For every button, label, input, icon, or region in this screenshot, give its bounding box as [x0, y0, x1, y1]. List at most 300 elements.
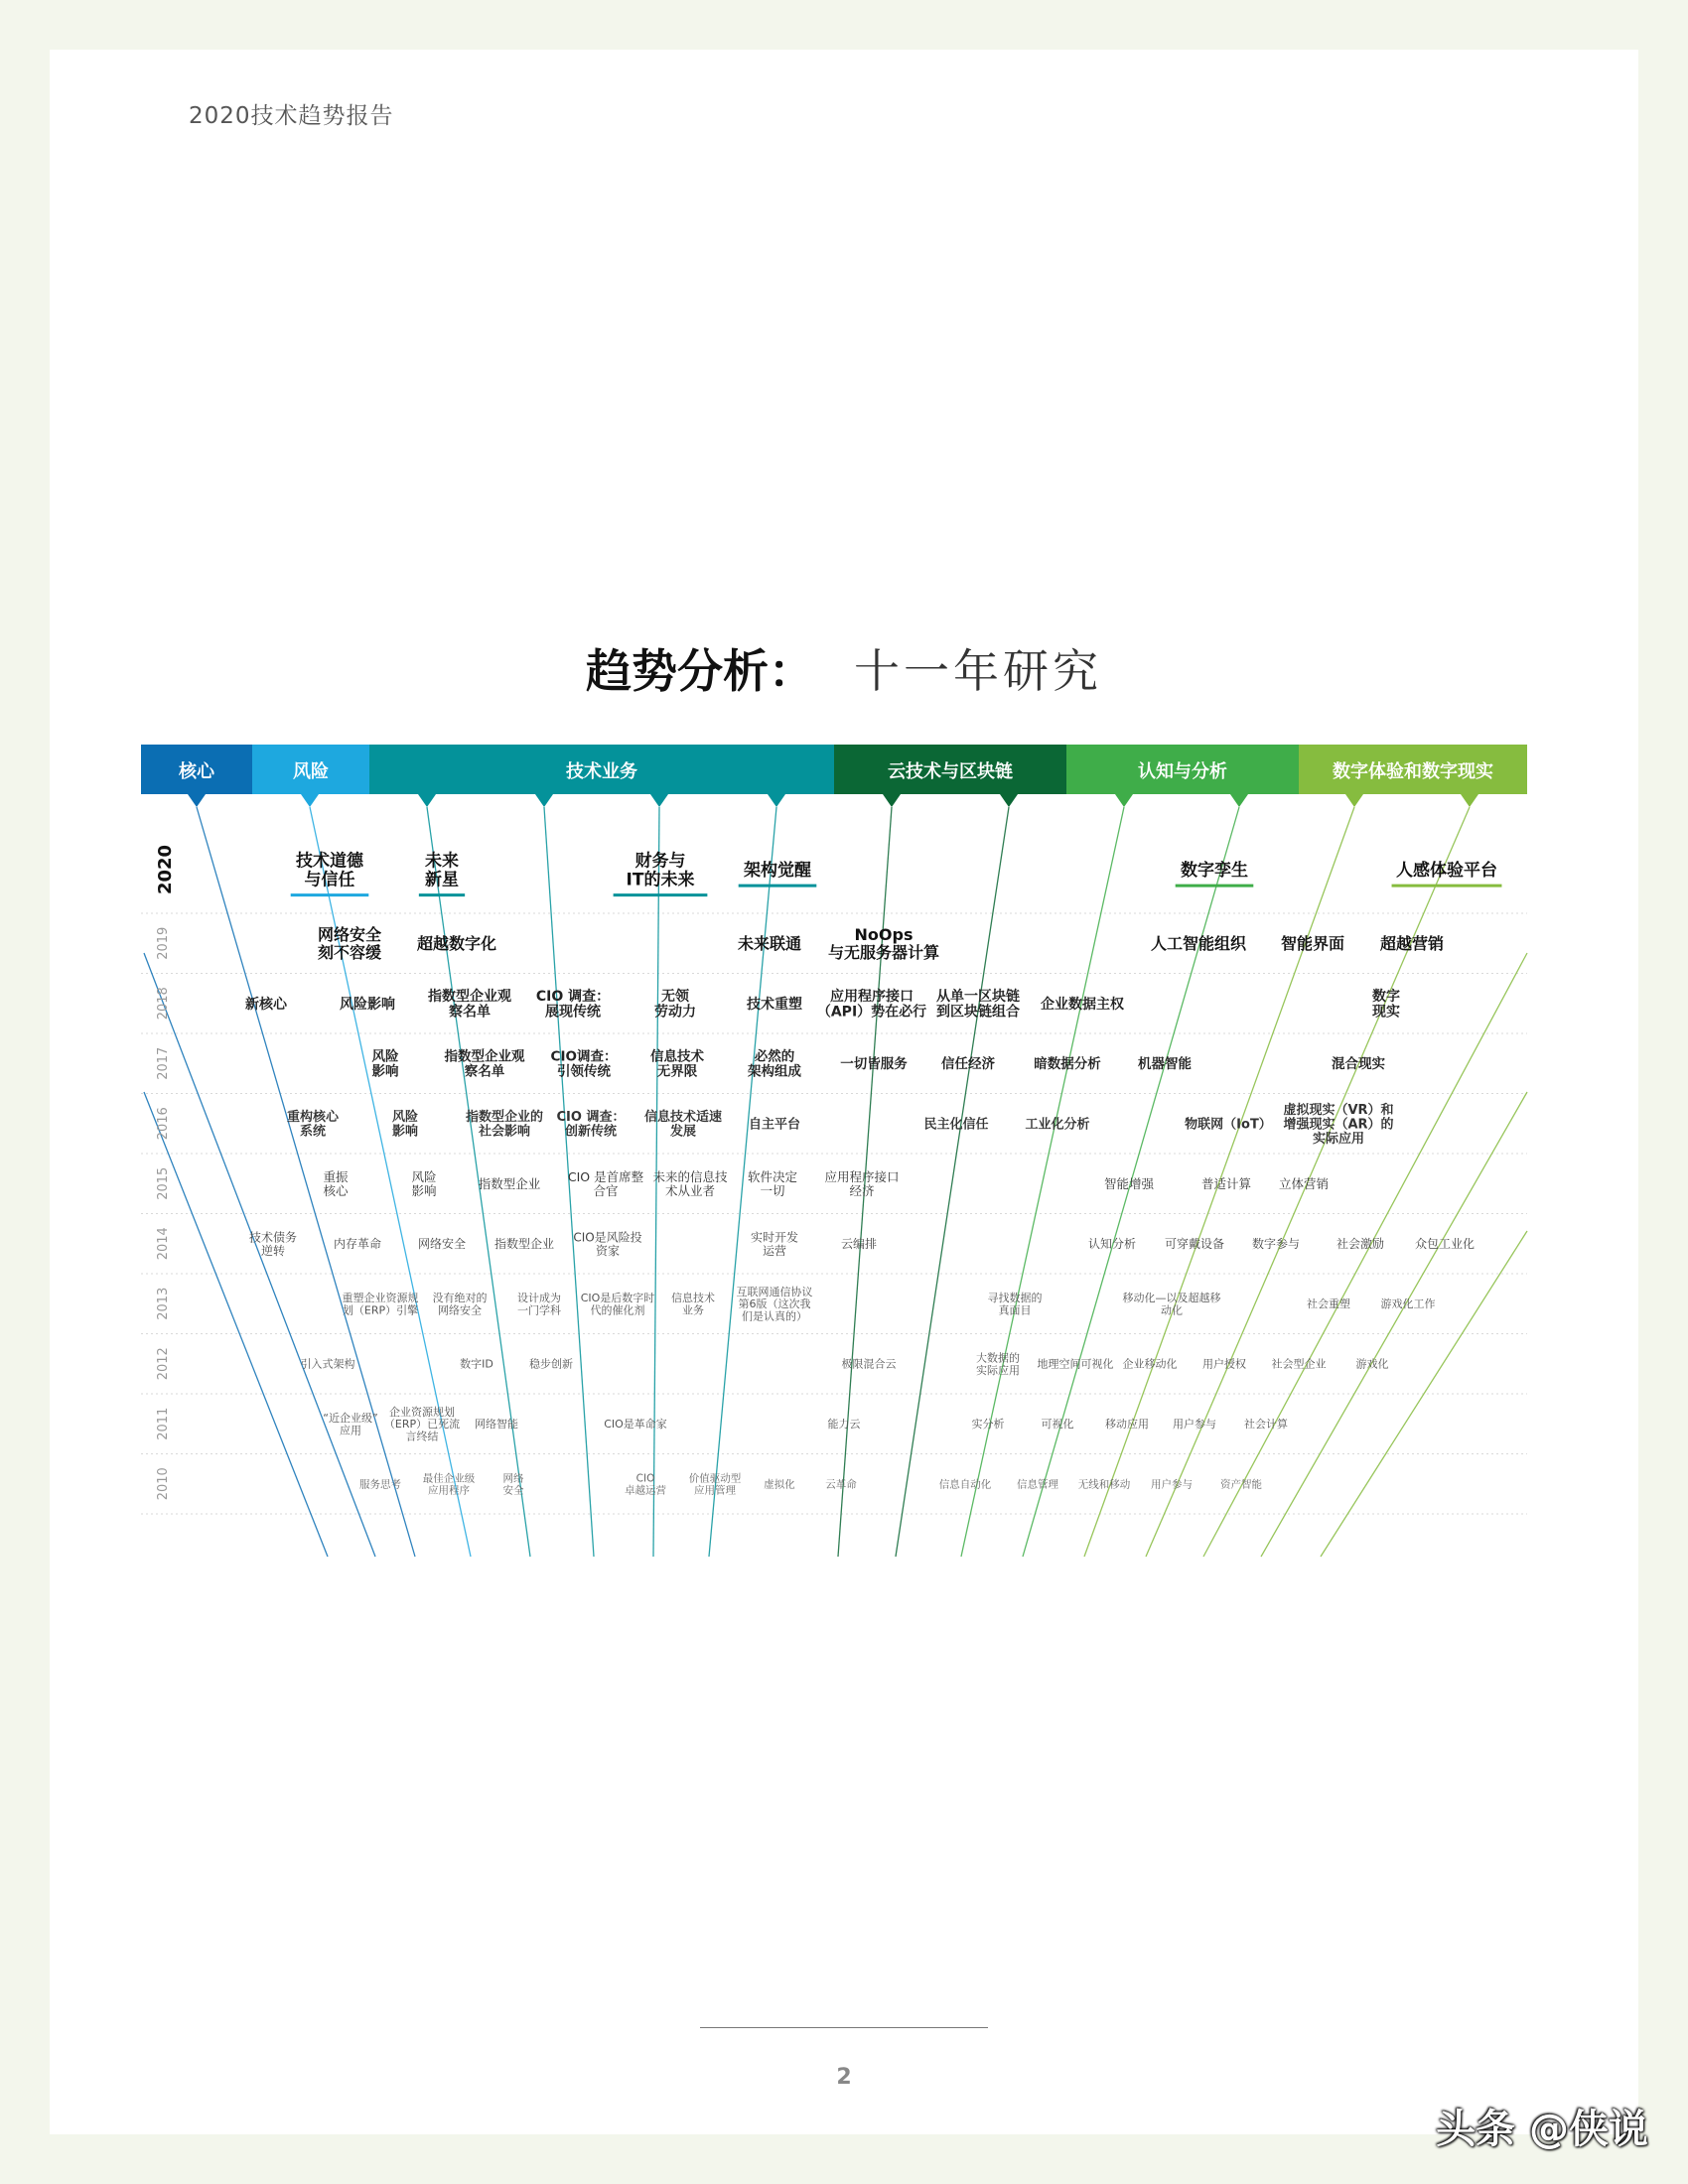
year-label: 2015: [156, 1166, 171, 1200]
trend-label: [1105, 1417, 1149, 1431]
trend-label-line: 应用: [340, 1424, 361, 1437]
trend-label: [372, 1048, 399, 1080]
trend-label-line: 信息管理: [1017, 1478, 1058, 1491]
trend-label: [1151, 934, 1247, 953]
trend-label: [494, 1236, 554, 1251]
trend-label-line: 合官: [593, 1182, 619, 1198]
trend-label: [671, 1291, 715, 1316]
trend-label-line: 信任经济: [941, 1056, 995, 1073]
trend-label-line: 察名单: [464, 1063, 505, 1080]
trend-label-line: 用户授权: [1202, 1357, 1246, 1371]
trend-label: [1356, 1357, 1389, 1371]
footer-divider: [700, 2027, 988, 2028]
trend-label-line: 重塑企业资源规: [342, 1292, 419, 1305]
trend-label-line: 风险: [411, 1168, 437, 1184]
trend-label: [1281, 934, 1344, 953]
trend-label: [739, 860, 817, 886]
trend-label-line: 智能界面: [1280, 934, 1345, 954]
trend-label: [828, 1417, 861, 1431]
trend-label-line: 网络: [502, 1472, 524, 1485]
trend-label-line: 发展: [669, 1124, 697, 1140]
trend-label: [1201, 1176, 1251, 1191]
trend-label-line: 指数型企业观: [444, 1048, 525, 1065]
trend-label: [1336, 1236, 1384, 1251]
category-band-label: 核心: [179, 761, 214, 782]
trend-label: [529, 1357, 573, 1371]
trend-label-line: IT的未来: [626, 870, 695, 890]
trend-label-line: CIO 调查：: [556, 1110, 626, 1126]
year-label: 2011: [156, 1407, 171, 1440]
trend-label: [1252, 1236, 1300, 1251]
trend-label-line: 人工智能组织: [1150, 934, 1247, 954]
trend-label-line: 混合现实: [1332, 1056, 1385, 1073]
trend-label-line: 技术重塑: [747, 996, 802, 1013]
trend-label-line: CIO是后数字时: [580, 1292, 655, 1305]
trend-label-line: 应用程序: [428, 1484, 470, 1497]
trend-label-line: 技术债务: [248, 1230, 298, 1245]
trend-label-line: 信息自动化: [938, 1478, 992, 1491]
trend-label-line: 言终结: [405, 1430, 439, 1443]
trend-label-line: 真面目: [998, 1303, 1032, 1317]
trend-label-line: 社会重塑: [1307, 1297, 1350, 1311]
trend-label-line: CIO 是首席整: [567, 1168, 644, 1184]
trend-label-line: 超越数字化: [416, 934, 497, 954]
trend-label-line: 影响: [411, 1182, 437, 1198]
trend-label-line: 游戏化: [1355, 1357, 1389, 1371]
trend-label-line: NoOps: [854, 925, 914, 945]
trend-label-line: 新星: [425, 870, 459, 890]
trend-label: [923, 1116, 988, 1132]
category-band-label: 技术业务: [566, 761, 637, 782]
category-arrow-marker: [1230, 794, 1248, 807]
trend-label-line: 增强现实（AR）的: [1283, 1117, 1394, 1133]
trend-label-line: 从单一区块链: [936, 988, 1020, 1005]
trend-label-line: 动化: [1161, 1303, 1183, 1317]
trend-label: [1173, 1417, 1216, 1431]
trend-label-line: 信息技术适速: [643, 1110, 723, 1126]
trend-label-line: 寻找数据的: [987, 1292, 1043, 1305]
trend-label-line: 社会影响: [478, 1124, 531, 1140]
trend-label-line: 察名单: [449, 1004, 491, 1021]
trend-label: [1279, 1176, 1329, 1191]
trend-label: [428, 988, 511, 1021]
trend-label: [1038, 1357, 1114, 1371]
trend-label-line: 机器智能: [1138, 1056, 1192, 1073]
year-labels: [155, 845, 176, 1500]
trend-label: [614, 851, 708, 895]
category-arrow-marker: [1461, 794, 1478, 807]
trend-label: [503, 1472, 524, 1497]
trend-label-line: 业务: [682, 1303, 704, 1317]
trend-label-line: 重构核心: [286, 1110, 340, 1126]
trend-connector-line: [197, 807, 415, 1557]
trend-label-line: 实际应用: [976, 1363, 1020, 1377]
trend-label: [581, 1291, 655, 1316]
trend-label-line: 服务思考: [359, 1478, 401, 1491]
trend-label: [419, 851, 465, 895]
trend-label: [1392, 860, 1502, 886]
category-arrow-marker: [1345, 794, 1363, 807]
trend-label-line: 企业数据主权: [1041, 996, 1124, 1013]
trend-label-line: 架构组成: [748, 1063, 801, 1080]
category-band-label: 数字体验和数字现实: [1333, 761, 1493, 782]
trend-label-line: 影响: [391, 1124, 419, 1140]
trend-label-line: 能力云: [827, 1418, 861, 1432]
category-arrow-marker: [188, 794, 206, 807]
trend-label: [392, 1109, 418, 1140]
trend-label-line: 价值驱动型: [688, 1472, 742, 1485]
category-arrow-marker: [301, 794, 319, 807]
year-label: 2013: [156, 1287, 171, 1320]
trend-label-line: 核心: [323, 1182, 349, 1198]
trend-label: [557, 1109, 626, 1140]
year-label: 2019: [156, 926, 171, 960]
trend-label-line: 用户参与: [1151, 1478, 1193, 1491]
trend-label: [417, 934, 496, 953]
trend-label: [1381, 1297, 1436, 1310]
trend-label: [748, 1048, 801, 1080]
trend-label-line: 代的催化剂: [590, 1303, 645, 1317]
trend-label: [1017, 1478, 1058, 1491]
trend-label: [423, 1472, 476, 1497]
trend-label-line: 一切: [760, 1182, 785, 1198]
trend-label: [988, 1291, 1043, 1316]
trend-label: [1138, 1055, 1192, 1072]
trend-label-line: 移动化—以及超越移: [1122, 1292, 1221, 1305]
trend-label-line: 到区块链组合: [936, 1004, 1020, 1021]
trend-label-line: 刻不容缓: [317, 942, 382, 962]
trend-label-line: 一切皆服务: [840, 1056, 908, 1073]
trend-label: [551, 1048, 618, 1080]
category-arrow-marker: [1000, 794, 1018, 807]
year-label: 2018: [156, 987, 171, 1021]
trend-label-line: 实分析: [971, 1418, 1005, 1432]
category-band-label: 认知与分析: [1138, 761, 1227, 782]
main-title-light: 十一年研究: [854, 644, 1102, 698]
trend-label: [738, 934, 801, 953]
trend-label-line: 指数型企业观: [428, 988, 511, 1005]
trend-label: [825, 1478, 857, 1491]
trend-label-line: 安全: [502, 1484, 524, 1497]
trend-label: [1042, 1417, 1074, 1431]
category-arrow-marker: [1115, 794, 1133, 807]
trend-label: [652, 1169, 728, 1198]
trend-label: [568, 1169, 644, 1198]
trend-label-line: 指数型企业: [478, 1175, 541, 1191]
trend-label: [749, 1116, 800, 1132]
trend-label-line: 技术道德: [296, 851, 363, 872]
trend-label: [334, 1236, 381, 1251]
trend-label-line: 虚拟化: [764, 1478, 795, 1491]
trend-label: [1244, 1417, 1288, 1431]
trend-label-line: 实时开发: [750, 1230, 799, 1245]
trend-label-line: 风险: [391, 1110, 419, 1126]
trend-label: [1151, 1478, 1193, 1491]
trend-label: [445, 1048, 525, 1080]
trend-label-line: 第6版（这次我: [738, 1297, 811, 1311]
trend-label-line: 新核心: [245, 996, 287, 1013]
trend-label-line: 可视化: [1041, 1418, 1074, 1432]
trend-label-line: 现实: [1372, 1004, 1400, 1021]
trend-label-line: 指数型企业: [493, 1237, 555, 1252]
trend-label: [384, 1405, 460, 1443]
trend-label: [939, 1478, 992, 1491]
trend-label-line: 展现传统: [545, 1004, 601, 1021]
trend-label: [291, 851, 369, 895]
trend-label-line: 地理空间可视化: [1037, 1357, 1114, 1371]
trend-label-line: 卓越运营: [625, 1484, 666, 1497]
trend-label-line: （ERP）已死流: [383, 1418, 461, 1432]
trend-label: [323, 1411, 377, 1436]
trend-label: [1165, 1236, 1224, 1251]
trend-label-line: 内存革命: [333, 1237, 382, 1252]
trend-label: [318, 925, 381, 962]
trend-label: [1415, 1237, 1475, 1251]
trend-label: [1088, 1236, 1136, 1251]
trend-label-line: 工业化分析: [1025, 1117, 1090, 1133]
trend-label-line: 实际应用: [1312, 1131, 1365, 1147]
trend-label: [650, 1048, 704, 1080]
trend-label: [465, 1109, 543, 1140]
trend-label: [976, 1351, 1020, 1377]
trend-label-line: 应用管理: [694, 1484, 736, 1497]
trend-label-line: 社会计算: [1244, 1418, 1288, 1432]
trend-label: [625, 1473, 666, 1497]
trend-label: [751, 1229, 798, 1257]
trend-label-line: 云编排: [840, 1237, 878, 1252]
trend-label: [517, 1291, 561, 1316]
trend-label: [249, 1229, 297, 1257]
trend-label: [359, 1478, 401, 1491]
trend-label-line: 极限混合云: [841, 1357, 897, 1371]
trend-connector-line: [1261, 1092, 1527, 1557]
trend-label-line: 未来的信息技: [652, 1168, 728, 1184]
trend-label: [644, 1109, 722, 1140]
year-label: 2020: [155, 844, 176, 895]
trend-label-line: 网络安全: [317, 925, 382, 945]
trend-label-line: 数字参与: [1251, 1237, 1301, 1252]
trend-label: [323, 1169, 349, 1198]
trend-label: [573, 1229, 641, 1257]
trend-label-line: 用户参与: [1173, 1418, 1216, 1432]
trend-label-line: 劳动力: [654, 1004, 696, 1021]
trend-label: [536, 988, 610, 1021]
category-band-label: 风险: [293, 761, 329, 782]
trend-label-line: 未来: [425, 851, 459, 872]
trend-label: [1104, 1176, 1155, 1191]
trend-label-line: 系统: [299, 1124, 327, 1140]
trend-label-line: 无界限: [656, 1063, 698, 1080]
trend-label: [1283, 1102, 1393, 1147]
trend-label-line: 立体营销: [1278, 1175, 1330, 1191]
trend-label: [654, 988, 696, 1021]
trend-label: [817, 988, 926, 1021]
trend-label-line: 架构觉醒: [744, 861, 811, 882]
trend-label: [1220, 1478, 1262, 1491]
year-label: 2012: [156, 1347, 171, 1381]
trend-label-line: 必然的: [754, 1048, 795, 1065]
trend-label-line: 软件决定: [747, 1168, 798, 1184]
trend-label: [936, 988, 1020, 1021]
trend-label: [840, 1055, 908, 1072]
year-label: 2010: [156, 1467, 171, 1501]
trend-label: [828, 925, 939, 962]
trend-label-line: 企业移动化: [1122, 1357, 1178, 1371]
trend-label: [689, 1472, 742, 1497]
trend-label: [1185, 1116, 1272, 1132]
trend-label-line: 与无服务器计算: [827, 942, 940, 962]
trend-label: [301, 1357, 355, 1371]
trend-label-line: 民主化信任: [923, 1117, 989, 1133]
trend-label-line: 可穿戴设备: [1164, 1237, 1225, 1252]
trend-label: [1371, 988, 1400, 1021]
trend-label: [1202, 1357, 1246, 1371]
trend-label: [1123, 1291, 1221, 1316]
category-header-bands: [141, 745, 1527, 807]
trend-label: [1123, 1357, 1178, 1371]
trend-label-line: 虚拟现实（VR）和: [1283, 1102, 1394, 1118]
trend-label-line: 信息技术: [671, 1292, 715, 1305]
trend-label: [418, 1236, 466, 1251]
trend-label: [764, 1478, 795, 1491]
trend-label-line: 信息技术: [650, 1048, 704, 1065]
trend-label-line: 风险: [371, 1048, 399, 1065]
trend-label: [1307, 1297, 1350, 1310]
trend-label: [287, 1109, 340, 1140]
trend-label-line: 资产智能: [1220, 1478, 1262, 1491]
trend-label-line: 财务与: [634, 851, 686, 872]
trend-label-line: 风险影响: [340, 996, 395, 1013]
trend-label: [746, 996, 802, 1013]
trend-label-line: CIO是风险投: [573, 1230, 642, 1245]
trend-label-line: 一门学科: [517, 1303, 561, 1317]
trend-label: [343, 1291, 419, 1316]
trend-label-line: CIO: [635, 1472, 655, 1485]
trend-label: [245, 996, 288, 1013]
trend-label-line: 数字孪生: [1181, 861, 1248, 882]
trend-label: [411, 1169, 436, 1198]
trend-label-line: 指数型企业的: [465, 1110, 544, 1126]
year-label: 2016: [156, 1107, 171, 1141]
trend-label-line: 网络智能: [475, 1418, 518, 1432]
trend-label-line: 最佳企业级: [422, 1472, 476, 1485]
trend-label-line: 设计成为: [517, 1292, 561, 1305]
trend-label-line: 人感体验平台: [1396, 861, 1497, 882]
trend-label-line: 自主平台: [748, 1117, 801, 1133]
trend-label-line: 创新传统: [564, 1124, 618, 1140]
trend-label-line: 逆转: [260, 1243, 286, 1258]
trend-label-line: 企业资源规划: [389, 1405, 455, 1419]
trend-label-line: 与信任: [304, 870, 355, 890]
trend-label-line: 移动应用: [1105, 1418, 1149, 1432]
year-label: 2017: [156, 1046, 171, 1080]
trend-connector-line: [896, 807, 1009, 1557]
trend-label-line: 经济: [849, 1182, 875, 1198]
trend-label-line: CIO调查：: [550, 1048, 618, 1065]
trend-label: [1332, 1055, 1385, 1072]
trend-label-line: CIO是革命家: [604, 1418, 667, 1432]
watermark-text: 头条 @侠说: [1436, 2107, 1648, 2152]
category-arrow-marker: [535, 794, 553, 807]
trend-connector-line: [144, 953, 378, 1557]
trend-label: [433, 1291, 488, 1316]
trend-label: [841, 1236, 877, 1251]
year-label: 2014: [156, 1227, 171, 1261]
trend-label-line: 数字ID: [460, 1357, 493, 1371]
trend-label-line: 影响: [371, 1063, 399, 1080]
trend-label-line: 互联网通信协议: [736, 1285, 813, 1298]
category-band-label: 云技术与区块链: [888, 761, 1013, 782]
report-header-title: 2020技术趋势报告: [189, 103, 394, 129]
trend-label: [340, 996, 395, 1013]
trend-connector-line: [1200, 953, 1527, 1557]
trend-label-line: 网络安全: [417, 1237, 467, 1252]
trend-label: [1034, 1055, 1101, 1072]
trend-label-line: 们是认真的）: [742, 1309, 807, 1323]
trend-label: [1078, 1478, 1131, 1491]
trend-label-line: 无线和移动: [1077, 1478, 1131, 1491]
trend-label-line: 暗数据分析: [1034, 1056, 1101, 1073]
trend-label: [1272, 1357, 1327, 1371]
category-arrow-marker: [418, 794, 436, 807]
trend-label-line: 智能增强: [1103, 1175, 1155, 1191]
trend-label: [748, 1169, 798, 1198]
trend-label-line: 物联网（IoT）: [1185, 1117, 1272, 1133]
trend-label: [941, 1055, 995, 1072]
trend-label-line: 无领: [661, 988, 689, 1005]
trend-label-line: 云革命: [825, 1478, 857, 1491]
trend-label-line: 运营: [762, 1243, 787, 1258]
trend-label-line: 数字: [1372, 988, 1400, 1005]
trend-label: [972, 1417, 1005, 1431]
trend-label: [1025, 1116, 1089, 1132]
trend-label-line: 重振: [323, 1168, 349, 1184]
trend-label-line: 术从业者: [664, 1182, 716, 1198]
trend-label-line: 没有绝对的: [432, 1292, 488, 1305]
trend-label: [604, 1417, 667, 1431]
trend-label-line: 引领传统: [557, 1063, 611, 1080]
trend-label: [842, 1357, 897, 1371]
trend-label: [737, 1285, 813, 1323]
trend-label-line: 未来联通: [737, 934, 802, 954]
trend-connector-line: [961, 807, 1124, 1557]
trend-label-line: “近企业级”: [323, 1412, 378, 1426]
trend-label: [460, 1357, 493, 1371]
trend-label: [479, 1176, 541, 1191]
trend-label-line: （API）势在必行: [816, 1004, 927, 1021]
trend-label: [1176, 860, 1254, 886]
trend-label: [824, 1169, 899, 1198]
trend-label-line: 社会型企业: [1271, 1357, 1327, 1371]
main-title-bold: 趋势分析：: [586, 644, 814, 698]
page-number: 2: [836, 2065, 852, 2090]
trend-label-line: 普适计算: [1200, 1175, 1252, 1191]
trend-label-line: 游戏化工作: [1380, 1297, 1436, 1311]
trend-label-line: 资家: [595, 1243, 621, 1258]
trend-label-line: 稳步创新: [529, 1357, 573, 1371]
category-arrow-marker: [768, 794, 785, 807]
trend-label-line: 引入式架构: [300, 1357, 355, 1371]
category-arrow-marker: [650, 794, 668, 807]
trend-label-line: 超越营销: [1379, 934, 1445, 954]
trend-label-line: 众包工业化: [1414, 1237, 1476, 1252]
trend-label-line: 应用程序接口: [824, 1168, 900, 1184]
trend-label-line: 网络安全: [438, 1303, 482, 1317]
trend-label-line: 应用程序接口: [830, 988, 914, 1005]
trend-label-line: 划（ERP）引擎: [342, 1303, 419, 1317]
trend-label: [1041, 996, 1125, 1013]
trend-label: [1380, 934, 1444, 953]
